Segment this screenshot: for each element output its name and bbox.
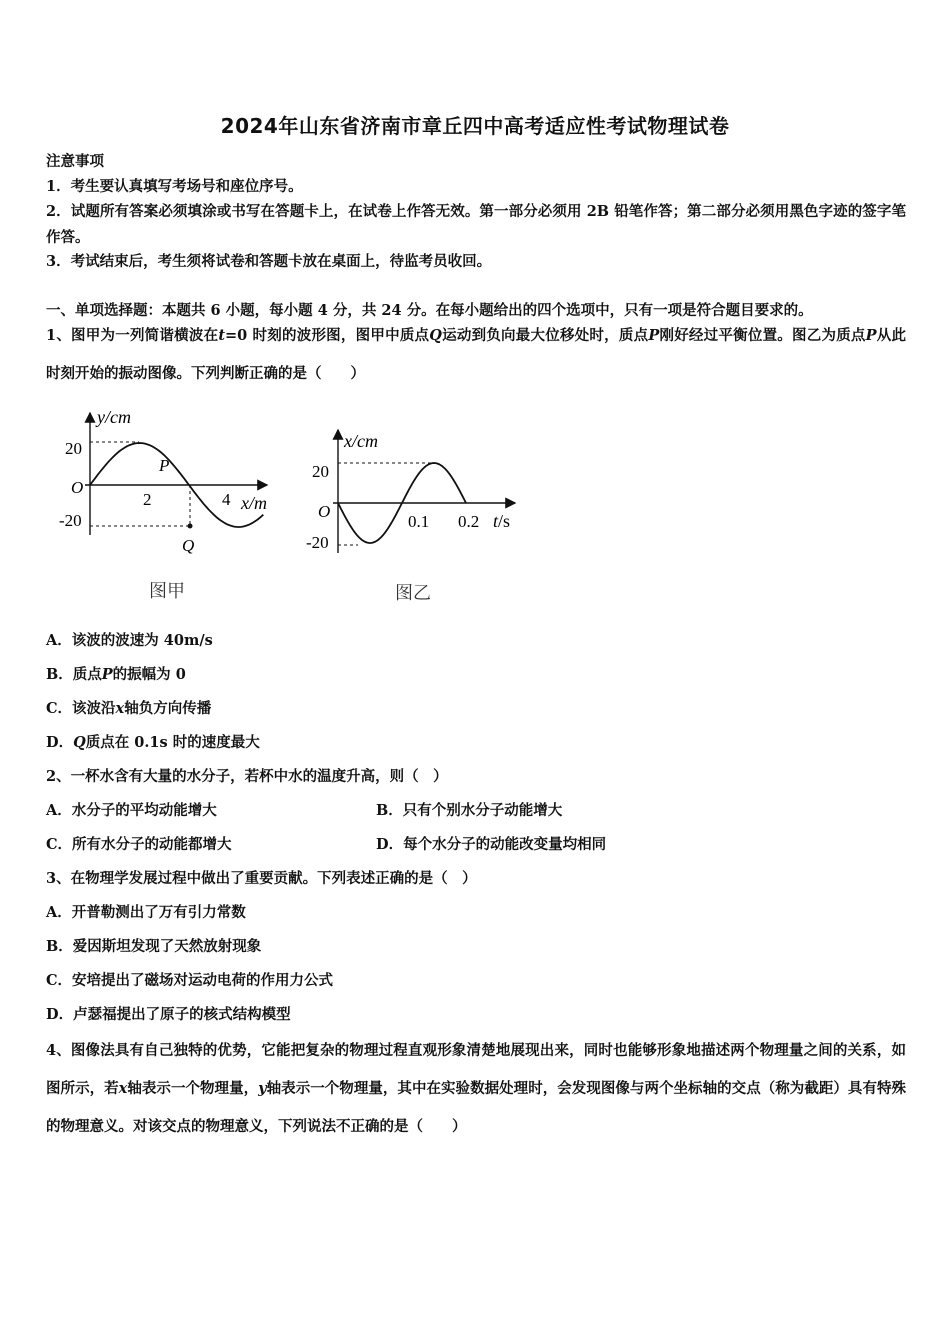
q2-option-d: D．每个水分子的动能改变量均相同 (376, 836, 607, 853)
figure-vibration-graph (300, 425, 525, 610)
t-axis-label: t/s (493, 511, 511, 531)
x-axis-label: x/m (241, 493, 267, 513)
notice-item-2: 2．试题所有答案必须填涂或书写在答题卡上，在试卷上作答无效。第一部分必须用 2B 铅笔作答；第二部分必须用黑色字迹的签字笔作答。 (46, 203, 906, 246)
question-2-stem: 2、一杯水含有大量的水分子，若杯中水的温度升高，则（ ） (46, 768, 448, 785)
y-tick-neg20: -20 (306, 533, 329, 552)
q2-option-b: B．只有个别水分子动能增大 (376, 802, 563, 819)
point-Q (188, 524, 193, 529)
origin-label: O (71, 478, 84, 497)
q3-option-b: B．爱因斯坦发现了天然放射现象 (46, 938, 262, 955)
figure-a-caption: 图甲 (149, 581, 185, 602)
q3-option-a: A．开普勒测出了万有引力常数 (46, 904, 246, 921)
notice-item-3: 3．考试结束后，考生须将试卷和答题卡放在桌面上，待监考员收回。 (46, 253, 492, 270)
q1-option-c: C．该波沿x轴负方向传播 (46, 700, 212, 717)
q1-option-b: B．质点P的振幅为 0 (46, 666, 186, 683)
y-tick-neg20: -20 (59, 511, 82, 530)
point-P-label: P (159, 456, 170, 475)
q2-option-c: C．所有水分子的动能都增大 (46, 836, 232, 853)
t-tick-0.1: 0.1 (408, 512, 430, 531)
q3-option-c: C．安培提出了磁场对运动电荷的作用力公式 (46, 972, 334, 989)
q1-option-a: A．该波的波速为 40m/s (46, 632, 213, 649)
notice-heading: 注意事项 (46, 153, 104, 170)
q2-option-a: A．水分子的平均动能增大 (46, 802, 217, 819)
y-axis-label: x/cm (344, 431, 378, 451)
q3-option-d: D．卢瑟福提出了原子的核式结构模型 (46, 1006, 291, 1023)
question-4-stem: 4、图像法具有自己独特的优势，它能把复杂的物理过程直观形象清楚地展现出来，同时也能够形象地描述两个物理量之间的关系，如图所示，若x轴表示一个物理量，y轴表示一个物理量，其中在实验数据处理时，会发现图像与两个坐标轴的交点（称为截距）具有特殊的物理意义。对该交点的物理意义，下列说法不正确的是（ ） (46, 1042, 907, 1135)
page-title: 2024年山东省济南市章丘四中高考适应性考试物理试卷 (220, 114, 730, 138)
origin-label: O (318, 502, 331, 521)
question-3-stem: 3、在物理学发展过程中做出了重要贡献。下列表述正确的是（ ） (46, 870, 477, 887)
figure-b-caption: 图乙 (395, 583, 431, 604)
y-tick-20: 20 (312, 462, 329, 481)
point-Q-label: Q (182, 536, 195, 555)
figure-wave-graph (55, 405, 290, 605)
y-tick-20: 20 (65, 439, 82, 458)
q1-option-d: D．Q质点在 0.1s 时的速度最大 (46, 734, 260, 751)
section-heading: 一、单项选择题：本题共 6 小题，每小题 4 分，共 24 分。在每小题给出的四个选项中，只有一项是符合题目要求的。 (46, 302, 813, 319)
x-tick-2: 2 (143, 490, 152, 509)
notice-item-1: 1．考生要认真填写考场号和座位序号。 (46, 178, 303, 195)
y-axis-label: y/cm (97, 407, 131, 427)
x-tick-4: 4 (222, 490, 231, 509)
t-tick-0.2: 0.2 (458, 512, 480, 531)
question-1-stem: 1、图甲为一列简谐横波在t=0 时刻的波形图，图甲中质点Q运动到负向最大位移处时，质点P刚好经过平衡位置。图乙为质点P从此时刻开始的振动图像。下列判断正确的是（ ） (46, 327, 907, 382)
